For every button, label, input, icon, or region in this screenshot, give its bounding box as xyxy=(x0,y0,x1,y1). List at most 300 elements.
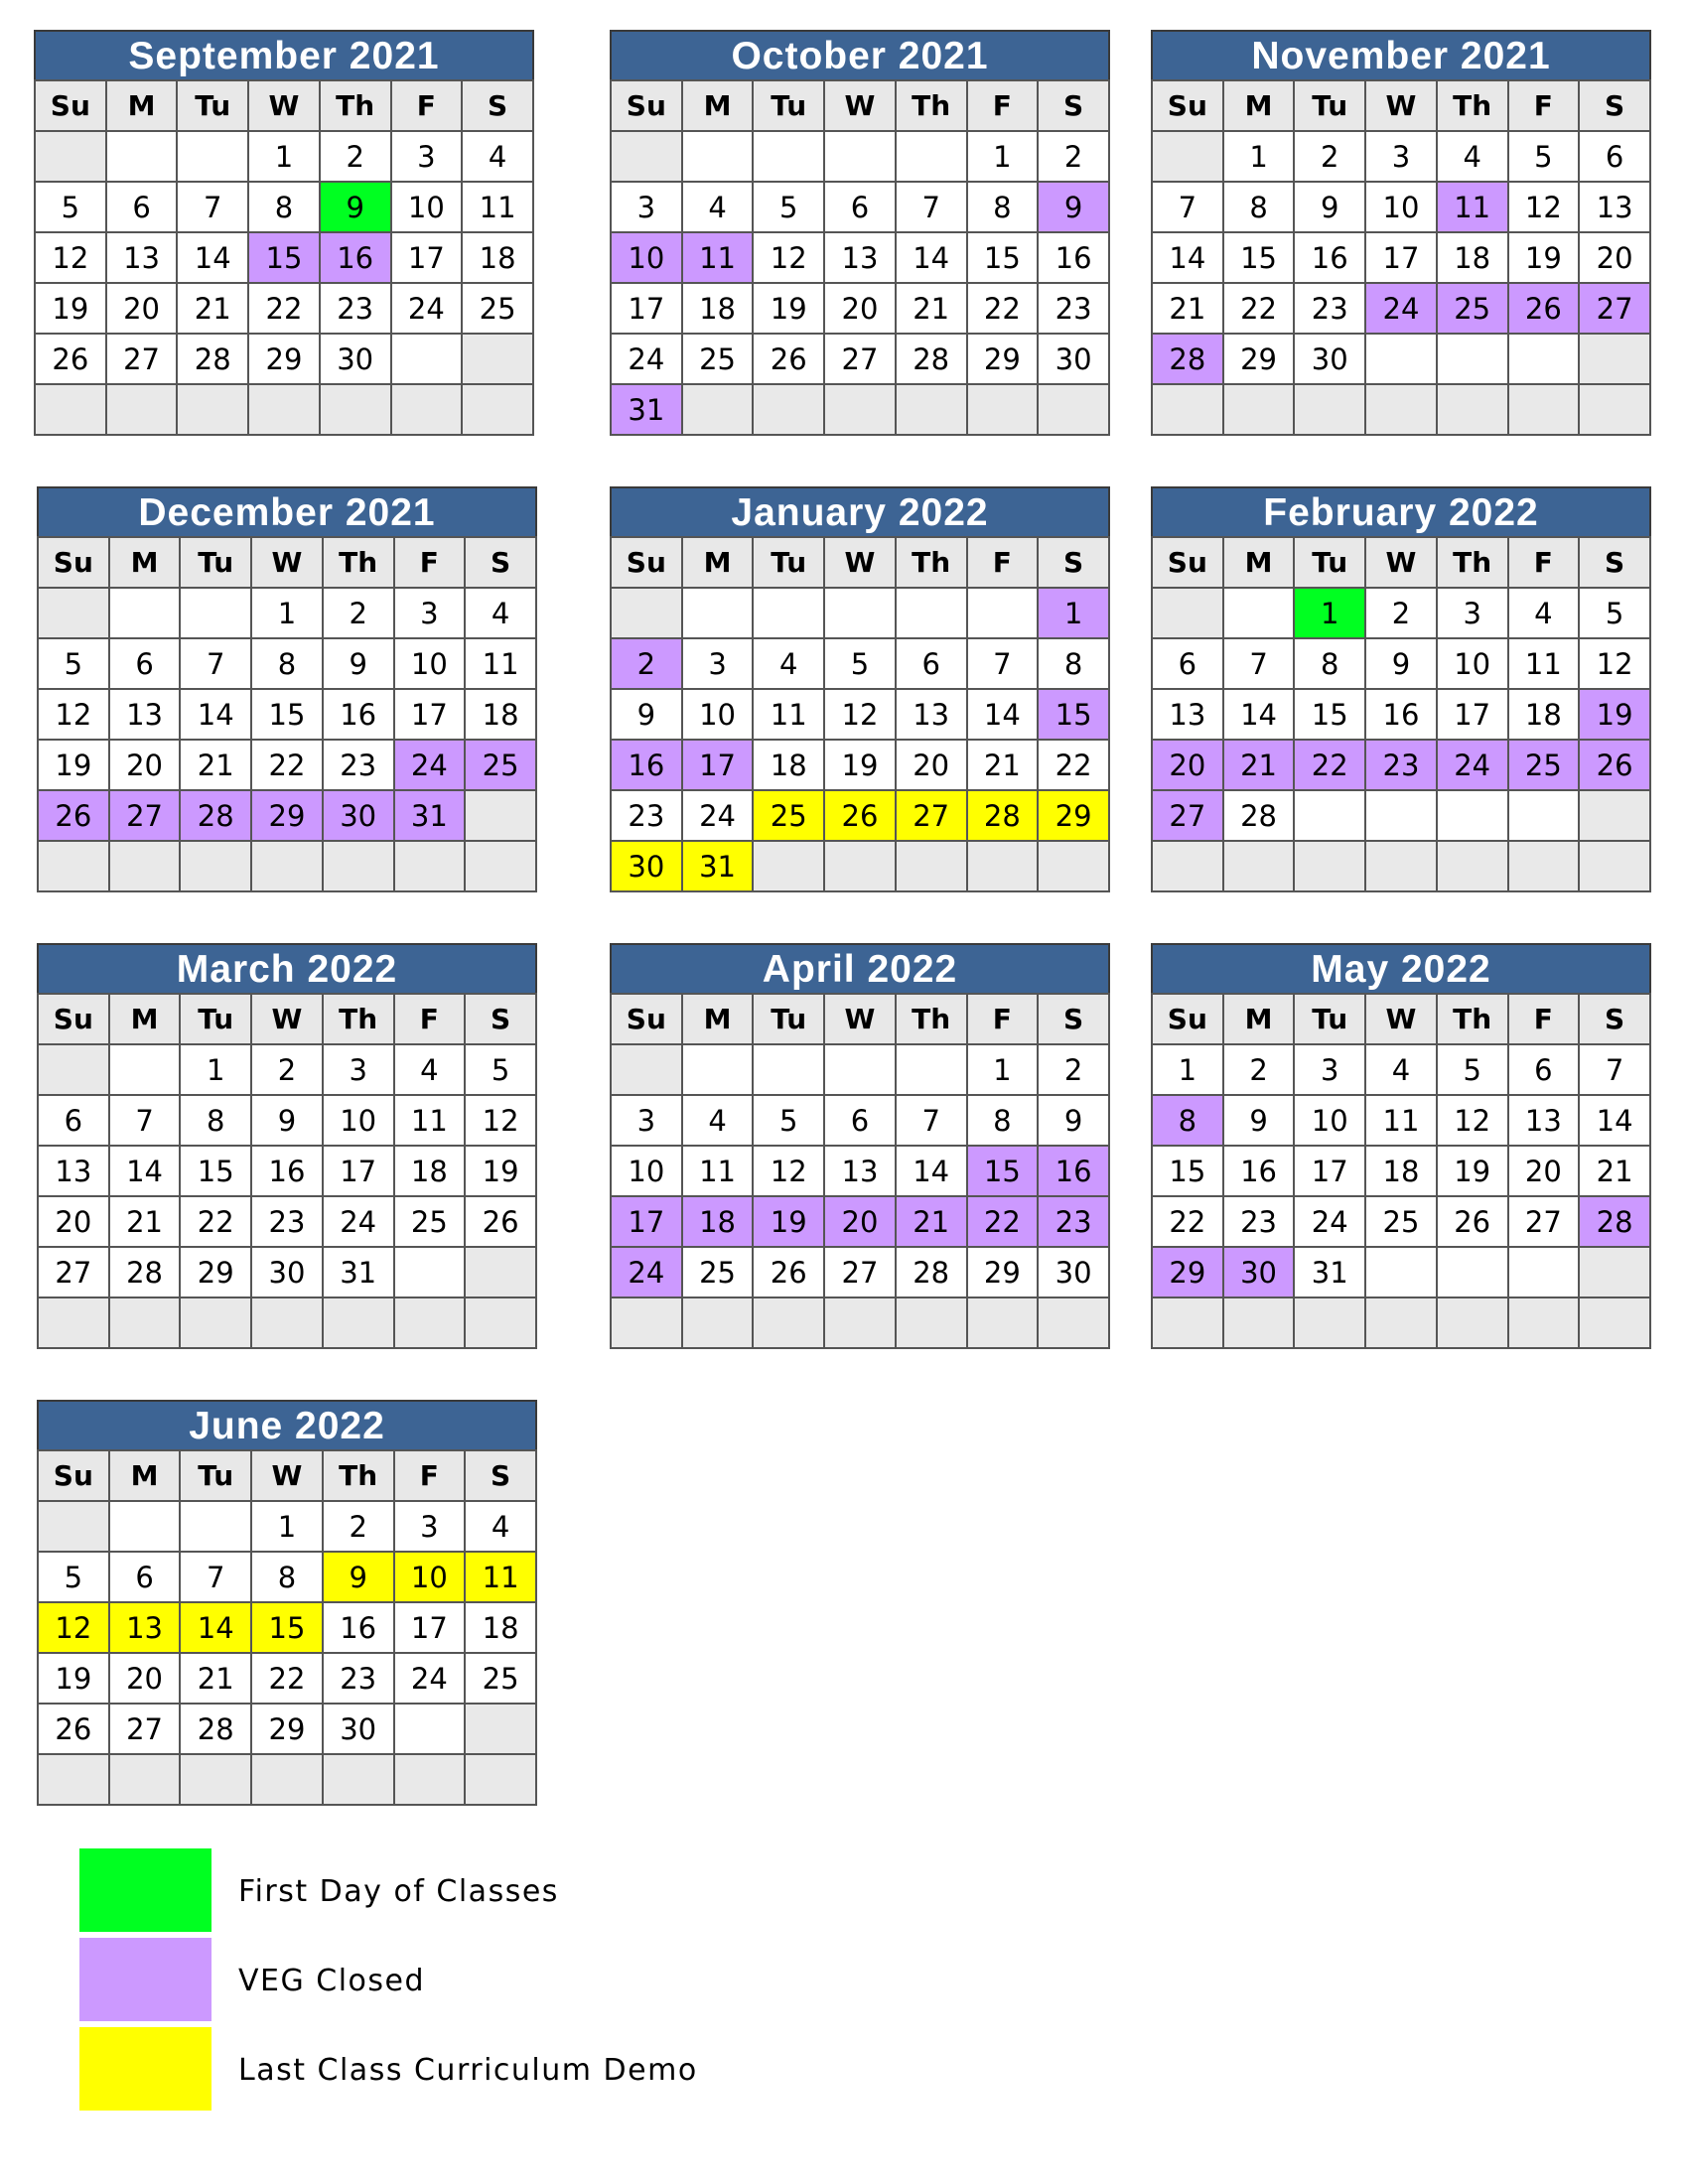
week-row xyxy=(38,1704,536,1754)
day-cell: 26 xyxy=(35,334,106,384)
weekday-header: S xyxy=(1038,80,1109,131)
day-cell: 5 xyxy=(824,638,896,689)
week-row xyxy=(611,1095,1109,1146)
day-cell: 7 xyxy=(180,638,251,689)
weekday-header: S xyxy=(1038,994,1109,1044)
day-cell: 28 xyxy=(896,1247,967,1297)
day-cell: 26 xyxy=(753,1247,824,1297)
day-cell: 21 xyxy=(180,1653,251,1704)
month-title: December 2021 xyxy=(37,486,537,536)
day-cell: 10 xyxy=(1365,182,1437,232)
day-cell: 17 xyxy=(391,232,463,283)
weekday-header: M xyxy=(682,537,754,588)
empty-day-cell xyxy=(1294,384,1365,435)
day-cell: 9 xyxy=(251,1095,323,1146)
day-cell: 23 xyxy=(1294,283,1365,334)
day-cell: 3 xyxy=(611,182,682,232)
empty-day-cell xyxy=(1152,588,1223,638)
week-row xyxy=(38,1501,536,1552)
day-cell: 15 xyxy=(967,232,1039,283)
day-cell: 16 xyxy=(1365,689,1437,740)
week-row xyxy=(611,334,1109,384)
day-cell: 1 xyxy=(180,1044,251,1095)
weekday-header: Tu xyxy=(753,994,824,1044)
week-row xyxy=(1152,182,1650,232)
empty-day-cell xyxy=(180,1501,251,1552)
day-cell: 1 xyxy=(1038,588,1109,638)
day-cell: 24 xyxy=(394,1653,466,1704)
empty-day-cell xyxy=(394,1247,466,1297)
day-cell: 10 xyxy=(611,1146,682,1196)
weekday-header-row xyxy=(35,80,533,131)
empty-day-cell xyxy=(1508,841,1580,891)
day-cell: 8 xyxy=(251,1552,323,1602)
day-cell: 3 xyxy=(323,1044,394,1095)
day-cell: 2 xyxy=(320,131,391,182)
empty-day-cell xyxy=(320,384,391,435)
week-row xyxy=(611,638,1109,689)
empty-day-cell xyxy=(1437,1297,1508,1348)
day-cell: 7 xyxy=(1579,1044,1650,1095)
day-cell: 17 xyxy=(1365,232,1437,283)
week-row xyxy=(1152,232,1650,283)
day-cell: 31 xyxy=(1294,1247,1365,1297)
empty-day-cell xyxy=(1437,790,1508,841)
day-cell: 20 xyxy=(1579,232,1650,283)
day-cell: 17 xyxy=(1437,689,1508,740)
empty-day-cell xyxy=(682,588,754,638)
legend-label-demo: Last Class Curriculum Demo xyxy=(238,2053,698,2088)
month-calendar xyxy=(34,30,534,436)
day-cell: 30 xyxy=(251,1247,323,1297)
empty-day-cell xyxy=(35,384,106,435)
day-cell: 2 xyxy=(251,1044,323,1095)
day-cell: 12 xyxy=(1437,1095,1508,1146)
week-row xyxy=(38,1196,536,1247)
empty-day-cell xyxy=(753,1044,824,1095)
empty-day-cell xyxy=(1508,334,1580,384)
day-cell: 5 xyxy=(465,1044,536,1095)
day-cell: 2 xyxy=(1294,131,1365,182)
day-cell: 31 xyxy=(682,841,754,891)
day-cell: 28 xyxy=(896,334,967,384)
empty-day-cell xyxy=(824,131,896,182)
day-cell: 27 xyxy=(1508,1196,1580,1247)
day-cell: 8 xyxy=(1223,182,1295,232)
day-cell: 24 xyxy=(391,283,463,334)
weekday-header: W xyxy=(251,1450,323,1501)
empty-day-cell xyxy=(1365,334,1437,384)
week-row xyxy=(611,841,1109,891)
day-cell: 31 xyxy=(323,1247,394,1297)
day-cell: 1 xyxy=(967,1044,1039,1095)
empty-day-cell xyxy=(109,1754,181,1805)
weekday-header: Th xyxy=(896,994,967,1044)
day-cell: 1 xyxy=(1223,131,1295,182)
day-cell: 26 xyxy=(824,790,896,841)
legend-swatch-closed xyxy=(79,1938,211,2021)
day-cell: 4 xyxy=(753,638,824,689)
week-row xyxy=(1152,1297,1650,1348)
empty-day-cell xyxy=(1365,384,1437,435)
day-cell: 24 xyxy=(1294,1196,1365,1247)
month-calendar xyxy=(37,1400,537,1806)
weekday-header-row xyxy=(1152,537,1650,588)
week-row xyxy=(38,1653,536,1704)
week-row xyxy=(38,1247,536,1297)
day-cell: 21 xyxy=(896,283,967,334)
empty-day-cell xyxy=(391,334,463,384)
day-cell: 18 xyxy=(1365,1146,1437,1196)
empty-day-cell xyxy=(896,384,967,435)
week-row xyxy=(1152,283,1650,334)
empty-day-cell xyxy=(1152,131,1223,182)
empty-day-cell xyxy=(1437,841,1508,891)
day-cell: 21 xyxy=(1152,283,1223,334)
day-cell: 5 xyxy=(38,1552,109,1602)
day-cell: 10 xyxy=(323,1095,394,1146)
empty-day-cell xyxy=(1223,841,1295,891)
week-row xyxy=(1152,1095,1650,1146)
empty-day-cell xyxy=(1365,1247,1437,1297)
legend-swatch-first-day xyxy=(79,1848,211,1932)
day-cell: 3 xyxy=(394,588,466,638)
day-cell: 30 xyxy=(323,1704,394,1754)
weekday-header: S xyxy=(1579,80,1650,131)
week-row xyxy=(611,283,1109,334)
day-cell: 5 xyxy=(1579,588,1650,638)
day-cell: 23 xyxy=(1365,740,1437,790)
weekday-header: M xyxy=(106,80,178,131)
day-cell: 2 xyxy=(1038,1044,1109,1095)
empty-day-cell xyxy=(177,384,248,435)
day-cell: 19 xyxy=(38,1653,109,1704)
day-cell: 28 xyxy=(180,1704,251,1754)
day-cell: 20 xyxy=(109,740,181,790)
day-cell: 6 xyxy=(106,182,178,232)
day-cell: 29 xyxy=(1152,1247,1223,1297)
day-cell: 8 xyxy=(180,1095,251,1146)
day-cell: 20 xyxy=(1508,1146,1580,1196)
day-cell: 10 xyxy=(391,182,463,232)
day-cell: 1 xyxy=(1294,588,1365,638)
day-cell: 18 xyxy=(465,689,536,740)
weekday-header: Tu xyxy=(177,80,248,131)
day-cell: 3 xyxy=(611,1095,682,1146)
empty-day-cell xyxy=(1294,790,1365,841)
empty-day-cell xyxy=(38,1501,109,1552)
week-row xyxy=(38,588,536,638)
week-row xyxy=(35,182,533,232)
empty-day-cell xyxy=(1579,790,1650,841)
weekday-header: Tu xyxy=(1294,537,1365,588)
month-grid xyxy=(37,536,537,892)
day-cell: 14 xyxy=(177,232,248,283)
weekday-header: Th xyxy=(896,537,967,588)
day-cell: 25 xyxy=(682,334,754,384)
day-cell: 15 xyxy=(1152,1146,1223,1196)
month-calendar xyxy=(37,486,537,892)
day-cell: 9 xyxy=(1294,182,1365,232)
month-grid xyxy=(1151,993,1651,1349)
day-cell: 10 xyxy=(394,638,466,689)
day-cell: 28 xyxy=(109,1247,181,1297)
empty-day-cell xyxy=(967,1297,1039,1348)
day-cell: 5 xyxy=(38,638,109,689)
empty-day-cell xyxy=(1508,1247,1580,1297)
empty-day-cell xyxy=(1038,841,1109,891)
day-cell: 14 xyxy=(180,689,251,740)
weekday-header: Su xyxy=(611,994,682,1044)
weekday-header-row xyxy=(1152,80,1650,131)
day-cell: 17 xyxy=(394,1602,466,1653)
day-cell: 24 xyxy=(394,740,466,790)
month-calendar xyxy=(610,486,1110,892)
weekday-header-row xyxy=(1152,994,1650,1044)
empty-day-cell xyxy=(38,841,109,891)
week-row xyxy=(1152,334,1650,384)
empty-day-cell xyxy=(38,588,109,638)
empty-day-cell xyxy=(180,841,251,891)
month-grid xyxy=(37,993,537,1349)
day-cell: 14 xyxy=(896,1146,967,1196)
day-cell: 24 xyxy=(682,790,754,841)
week-row xyxy=(611,588,1109,638)
weekday-header: S xyxy=(465,1450,536,1501)
day-cell: 29 xyxy=(251,1704,323,1754)
empty-day-cell xyxy=(462,384,533,435)
empty-day-cell xyxy=(682,1044,754,1095)
empty-day-cell xyxy=(106,384,178,435)
empty-day-cell xyxy=(967,588,1039,638)
weekday-header: Tu xyxy=(753,80,824,131)
day-cell: 30 xyxy=(323,790,394,841)
day-cell: 21 xyxy=(967,740,1039,790)
day-cell: 15 xyxy=(251,689,323,740)
week-row xyxy=(1152,790,1650,841)
day-cell: 12 xyxy=(1508,182,1580,232)
day-cell: 7 xyxy=(967,638,1039,689)
empty-day-cell xyxy=(824,1044,896,1095)
empty-day-cell xyxy=(824,588,896,638)
day-cell: 5 xyxy=(35,182,106,232)
day-cell: 22 xyxy=(180,1196,251,1247)
week-row xyxy=(35,283,533,334)
empty-day-cell xyxy=(1038,384,1109,435)
day-cell: 2 xyxy=(611,638,682,689)
weekday-header: Th xyxy=(320,80,391,131)
empty-day-cell xyxy=(323,1754,394,1805)
day-cell: 6 xyxy=(824,1095,896,1146)
day-cell: 31 xyxy=(611,384,682,435)
empty-day-cell xyxy=(177,131,248,182)
empty-day-cell xyxy=(1365,1297,1437,1348)
week-row xyxy=(38,1754,536,1805)
day-cell: 16 xyxy=(1294,232,1365,283)
empty-day-cell xyxy=(323,841,394,891)
day-cell: 11 xyxy=(682,1146,754,1196)
weekday-header: M xyxy=(109,537,181,588)
day-cell: 9 xyxy=(1223,1095,1295,1146)
day-cell: 24 xyxy=(611,334,682,384)
month-grid xyxy=(610,79,1110,436)
day-cell: 2 xyxy=(1038,131,1109,182)
day-cell: 15 xyxy=(1038,689,1109,740)
day-cell: 18 xyxy=(682,1196,754,1247)
empty-day-cell xyxy=(35,131,106,182)
day-cell: 19 xyxy=(753,1196,824,1247)
week-row xyxy=(35,334,533,384)
day-cell: 9 xyxy=(611,689,682,740)
week-row xyxy=(1152,689,1650,740)
day-cell: 22 xyxy=(1152,1196,1223,1247)
empty-day-cell xyxy=(323,1297,394,1348)
day-cell: 1 xyxy=(251,1501,323,1552)
week-row xyxy=(38,1297,536,1348)
day-cell: 26 xyxy=(38,790,109,841)
month-grid xyxy=(37,1449,537,1806)
day-cell: 3 xyxy=(1437,588,1508,638)
day-cell: 22 xyxy=(251,740,323,790)
weekday-header: F xyxy=(391,80,463,131)
day-cell: 23 xyxy=(1038,283,1109,334)
empty-day-cell xyxy=(682,131,754,182)
day-cell: 22 xyxy=(1038,740,1109,790)
day-cell: 3 xyxy=(394,1501,466,1552)
week-row xyxy=(1152,740,1650,790)
weekday-header: Su xyxy=(1152,994,1223,1044)
day-cell: 22 xyxy=(1294,740,1365,790)
day-cell: 26 xyxy=(1579,740,1650,790)
day-cell: 19 xyxy=(1508,232,1580,283)
day-cell: 4 xyxy=(1437,131,1508,182)
empty-day-cell xyxy=(1579,841,1650,891)
week-row xyxy=(611,740,1109,790)
day-cell: 6 xyxy=(1579,131,1650,182)
day-cell: 20 xyxy=(109,1653,181,1704)
weekday-header: M xyxy=(1223,80,1295,131)
day-cell: 27 xyxy=(824,334,896,384)
empty-day-cell xyxy=(109,841,181,891)
empty-day-cell xyxy=(1294,1297,1365,1348)
day-cell: 19 xyxy=(1437,1146,1508,1196)
weekday-header-row xyxy=(38,537,536,588)
empty-day-cell xyxy=(896,1044,967,1095)
day-cell: 30 xyxy=(611,841,682,891)
day-cell: 23 xyxy=(251,1196,323,1247)
day-cell: 15 xyxy=(180,1146,251,1196)
empty-day-cell xyxy=(1579,1297,1650,1348)
empty-day-cell xyxy=(967,384,1039,435)
day-cell: 13 xyxy=(1152,689,1223,740)
day-cell: 16 xyxy=(1223,1146,1295,1196)
day-cell: 9 xyxy=(323,638,394,689)
day-cell: 11 xyxy=(1508,638,1580,689)
day-cell: 13 xyxy=(824,232,896,283)
empty-day-cell xyxy=(1508,790,1580,841)
empty-day-cell xyxy=(896,841,967,891)
day-cell: 20 xyxy=(824,1196,896,1247)
day-cell: 17 xyxy=(611,1196,682,1247)
week-row xyxy=(1152,588,1650,638)
day-cell: 29 xyxy=(967,334,1039,384)
day-cell: 22 xyxy=(251,1653,323,1704)
weekday-header: Tu xyxy=(1294,994,1365,1044)
day-cell: 1 xyxy=(248,131,320,182)
month-title: April 2022 xyxy=(610,943,1110,993)
weekday-header: F xyxy=(394,994,466,1044)
day-cell: 7 xyxy=(180,1552,251,1602)
day-cell: 25 xyxy=(462,283,533,334)
empty-day-cell xyxy=(394,841,466,891)
day-cell: 11 xyxy=(682,232,754,283)
legend-swatch-demo xyxy=(79,2027,211,2111)
empty-day-cell xyxy=(1508,1297,1580,1348)
day-cell: 26 xyxy=(1437,1196,1508,1247)
day-cell: 16 xyxy=(1038,1146,1109,1196)
weekday-header: F xyxy=(394,537,466,588)
day-cell: 3 xyxy=(1365,131,1437,182)
weekday-header-row xyxy=(611,537,1109,588)
empty-day-cell xyxy=(38,1754,109,1805)
day-cell: 28 xyxy=(180,790,251,841)
weekday-header-row xyxy=(38,994,536,1044)
day-cell: 17 xyxy=(394,689,466,740)
weekday-header: W xyxy=(1365,80,1437,131)
day-cell: 23 xyxy=(611,790,682,841)
day-cell: 23 xyxy=(1223,1196,1295,1247)
empty-day-cell xyxy=(465,1297,536,1348)
empty-day-cell xyxy=(1223,384,1295,435)
day-cell: 21 xyxy=(109,1196,181,1247)
day-cell: 6 xyxy=(109,638,181,689)
day-cell: 4 xyxy=(462,131,533,182)
legend-label-closed: VEG Closed xyxy=(238,1964,426,1998)
empty-day-cell xyxy=(1294,841,1365,891)
week-row xyxy=(1152,1247,1650,1297)
day-cell: 27 xyxy=(106,334,178,384)
month-grid xyxy=(1151,536,1651,892)
day-cell: 16 xyxy=(611,740,682,790)
day-cell: 25 xyxy=(1508,740,1580,790)
day-cell: 4 xyxy=(465,1501,536,1552)
day-cell: 29 xyxy=(251,790,323,841)
weekday-header: Su xyxy=(38,994,109,1044)
empty-day-cell xyxy=(38,1044,109,1095)
empty-day-cell xyxy=(753,588,824,638)
day-cell: 28 xyxy=(1223,790,1295,841)
empty-day-cell xyxy=(1508,384,1580,435)
month-grid xyxy=(610,536,1110,892)
day-cell: 3 xyxy=(1294,1044,1365,1095)
empty-day-cell xyxy=(682,1297,754,1348)
weekday-header: Th xyxy=(1437,537,1508,588)
day-cell: 2 xyxy=(1365,588,1437,638)
day-cell: 11 xyxy=(1365,1095,1437,1146)
empty-day-cell xyxy=(824,1297,896,1348)
month-calendar xyxy=(610,30,1110,436)
empty-day-cell xyxy=(1223,588,1295,638)
week-row xyxy=(611,1196,1109,1247)
weekday-header-row xyxy=(611,994,1109,1044)
week-row xyxy=(1152,384,1650,435)
week-row xyxy=(38,1146,536,1196)
weekday-header: Su xyxy=(1152,537,1223,588)
day-cell: 1 xyxy=(251,588,323,638)
weekday-header: F xyxy=(1508,537,1580,588)
day-cell: 13 xyxy=(824,1146,896,1196)
weekday-header: F xyxy=(967,80,1039,131)
